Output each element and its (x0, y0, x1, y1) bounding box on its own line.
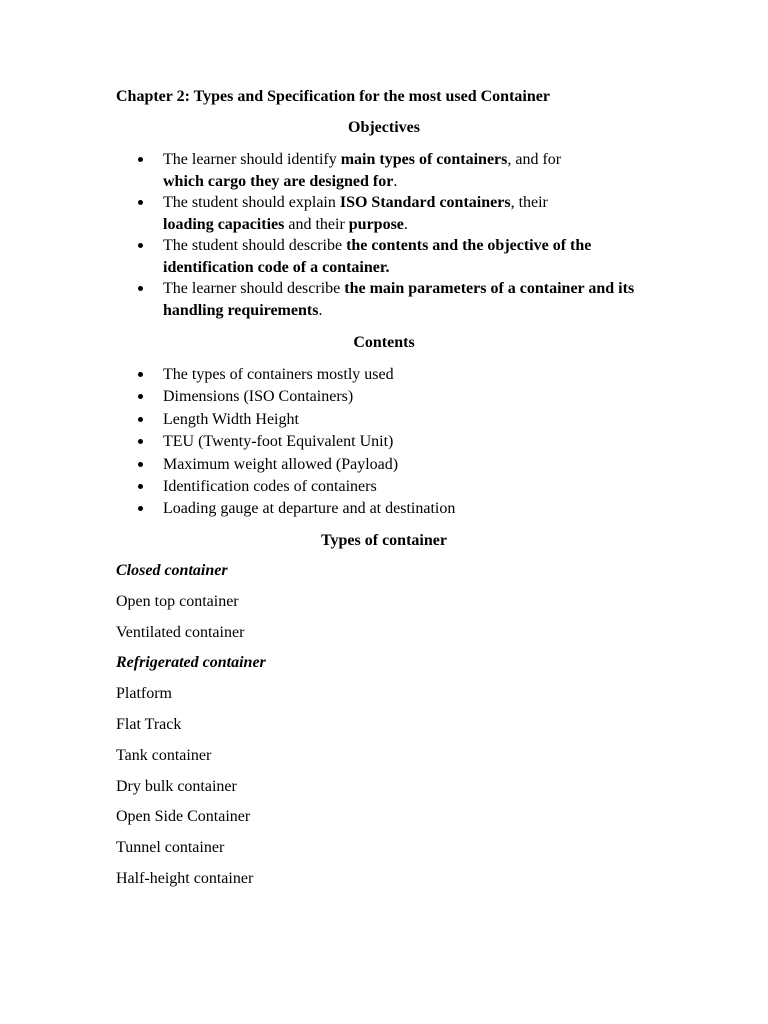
objective-text-part: The learner should describe (163, 280, 345, 297)
contents-item-label: Maximum weight allowed (Payload) (163, 455, 399, 473)
type-item: Flat Track (116, 715, 182, 733)
contents-item (116, 431, 656, 453)
objective-item (116, 278, 656, 321)
contents-item-label: Dimensions (ISO Containers) (163, 388, 354, 406)
contents-item (116, 386, 656, 408)
objective-text-part: and their (284, 215, 349, 233)
objectives-heading: Objectives (348, 119, 420, 136)
objective-text-part: . (393, 172, 398, 190)
bullet-icon (138, 439, 143, 444)
contents-item (116, 364, 656, 386)
types-heading: Types of container (321, 532, 447, 549)
type-item: Platform (116, 685, 172, 703)
contents-item (116, 476, 656, 498)
contents-item-label: Loading gauge at departure and at destination (163, 500, 456, 518)
type-item: Refrigerated container (116, 654, 266, 672)
bullet-icon (138, 286, 143, 291)
type-item: Half-height container (116, 869, 254, 887)
types-list (116, 560, 266, 899)
contents-item-label: Length Width Height (163, 410, 299, 428)
type-item: Open top container (116, 592, 239, 610)
objective-text-part: The student should explain (163, 194, 340, 211)
objective-text-part: purpose (348, 215, 404, 233)
bullet-icon (138, 200, 143, 205)
type-item: Open Side Container (116, 808, 251, 826)
objective-text-part: which cargo they are designed for (163, 172, 394, 190)
contents-item-label: TEU (Twenty-foot Equivalent Unit) (163, 433, 394, 451)
bullet-icon (138, 462, 143, 467)
type-item: Tunnel container (116, 839, 225, 857)
contents-item-label: The types of containers mostly used (163, 366, 394, 383)
type-item: Closed container (116, 562, 228, 579)
chapter-title: Chapter 2: Types and Specification for the most used Container (116, 88, 550, 105)
objective-text-part: , their (510, 194, 548, 211)
contents-heading: Contents (353, 334, 415, 351)
objective-text-part: ISO Standard containers (339, 194, 511, 211)
bullet-icon (138, 157, 143, 162)
objective-text-part: . (403, 215, 408, 233)
type-item: Dry bulk container (116, 777, 237, 795)
objective-item (116, 192, 656, 235)
bullet-icon (138, 243, 143, 248)
objective-text-part: . (318, 301, 323, 319)
contents-item-label: Identification codes of containers (163, 478, 377, 496)
type-item: Ventilated container (116, 623, 245, 641)
objective-text-part: loading capacities (163, 215, 285, 233)
bullet-icon (138, 484, 143, 489)
objective-text-part: , and for (507, 151, 562, 168)
contents-list (116, 364, 656, 521)
objective-item (116, 149, 656, 192)
bullet-icon (138, 372, 143, 377)
objective-text-part: The learner should identify (163, 151, 341, 168)
objective-item (116, 235, 656, 278)
bullet-icon (138, 506, 143, 511)
objective-text-part: The student should describe (163, 237, 347, 254)
contents-item (116, 409, 656, 431)
contents-item (116, 498, 656, 520)
type-item: Tank container (116, 746, 212, 764)
objectives-list (116, 149, 656, 321)
bullet-icon (138, 394, 143, 399)
bullet-icon (138, 417, 143, 422)
contents-item (116, 454, 656, 476)
objective-text-part: the main parameters of a container and its handling requirements (163, 280, 635, 319)
objective-text-part: the contents and the objective of the identification code of a container. (163, 237, 592, 276)
objective-text-part: main types of containers (340, 151, 508, 168)
